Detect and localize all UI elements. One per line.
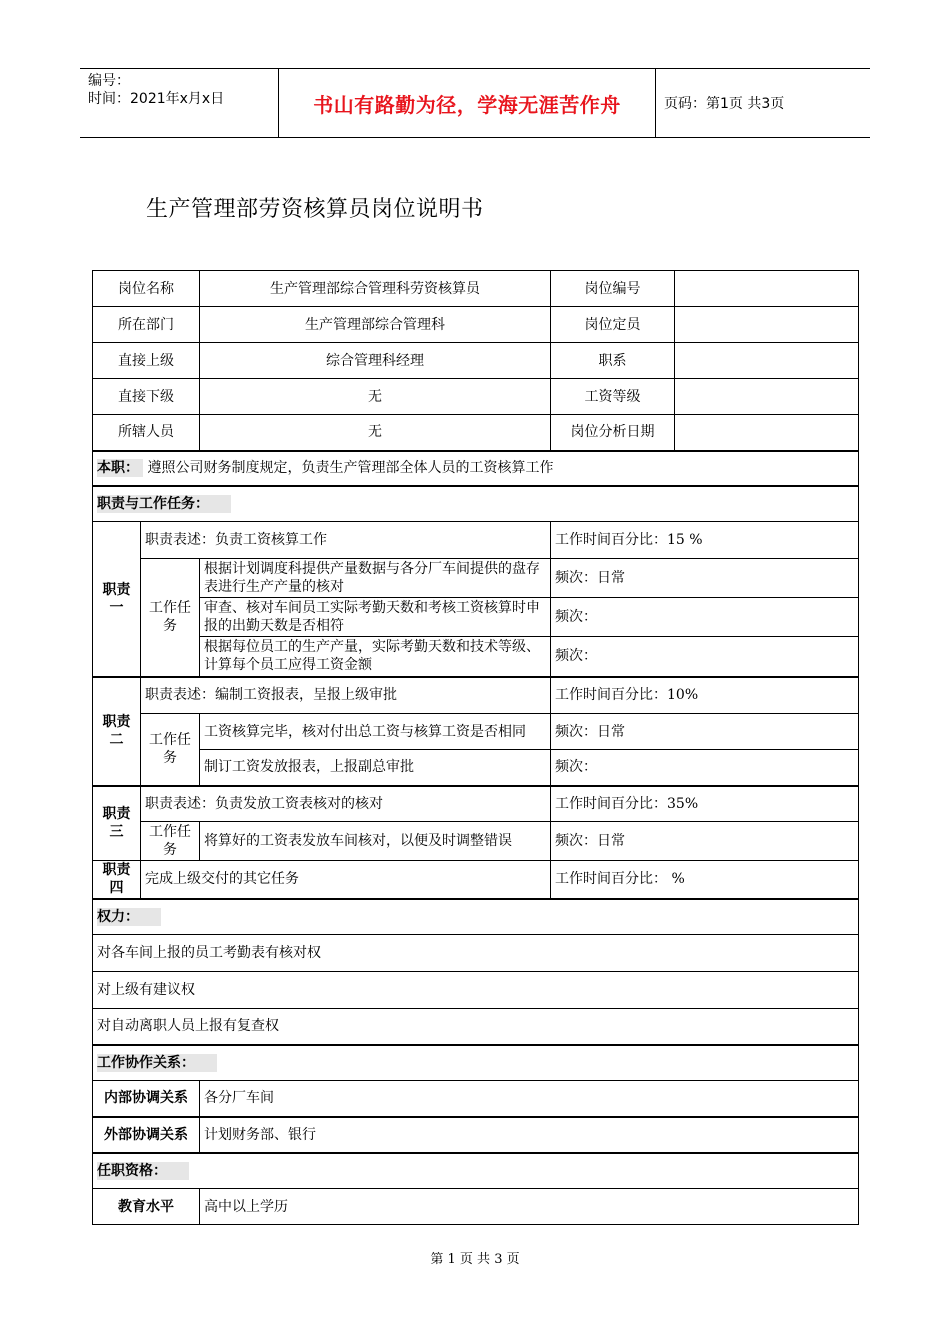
task-row xyxy=(93,637,859,677)
info-row xyxy=(93,379,859,415)
department-value: 生产管理部综合管理科 xyxy=(200,307,551,343)
responsibility-row xyxy=(93,786,859,822)
header-meta xyxy=(80,69,278,137)
position-code-label: 岗位编号 xyxy=(551,271,675,307)
responsibility-row xyxy=(93,861,859,899)
authority-item: 对自动离职人员上报有复查权 xyxy=(93,1009,859,1045)
staff-value: 无 xyxy=(200,415,551,451)
superior-value: 综合管理科经理 xyxy=(200,343,551,379)
responsibility-row xyxy=(93,677,859,714)
date-label: 时间：2021年x月x日 xyxy=(88,91,225,107)
info-row xyxy=(93,271,859,307)
job-family-value xyxy=(675,343,859,379)
headcount-label: 岗位定员 xyxy=(551,307,675,343)
duty-text: 遵照公司财务制度规定，负责生产管理部全体人员的工资核算工作 xyxy=(147,460,554,476)
relations-heading: 工作协作关系： xyxy=(97,1054,217,1072)
responsibility-2-time: 工作时间百分比：10% xyxy=(551,677,859,714)
header-page-info: 页码：第1页 共3页 xyxy=(664,96,785,112)
task-text: 审查、核对车间员工实际考勤天数和考核工资核算时申报的出勤天数是否相符 xyxy=(200,598,551,637)
analysis-date-label: 岗位分析日期 xyxy=(551,415,675,451)
info-row xyxy=(93,343,859,379)
internal-relations-label: 内部协调关系 xyxy=(93,1081,200,1117)
task-row xyxy=(93,714,859,750)
task-label: 工作任务 xyxy=(141,822,200,861)
responsibility-3-label: 职责三 xyxy=(93,786,141,861)
responsibilities-heading-row xyxy=(93,486,859,522)
internal-relations-value: 各分厂车间 xyxy=(200,1081,859,1117)
task-row xyxy=(93,598,859,637)
headcount-value xyxy=(675,307,859,343)
authority-row xyxy=(93,972,859,1009)
task-text: 根据每位员工的生产产量，实际考勤天数和技术等级、计算每个员工应得工资金额 xyxy=(200,637,551,677)
task-frequency: 频次：日常 xyxy=(551,822,859,861)
responsibility-1-description: 职责表述：负责工资核算工作 xyxy=(141,522,551,559)
authority-row xyxy=(93,935,859,972)
responsibility-3-time: 工作时间百分比：35% xyxy=(551,786,859,822)
responsibilities-heading: 职责与工作任务： xyxy=(97,495,231,513)
salary-grade-value xyxy=(675,379,859,415)
department-label: 所在部门 xyxy=(93,307,200,343)
external-relations-label: 外部协调关系 xyxy=(93,1117,200,1153)
document-header xyxy=(80,68,870,138)
subordinate-label: 直接下级 xyxy=(93,379,200,415)
task-text: 工资核算完毕，核对付出总工资与核算工资是否相同 xyxy=(200,714,551,750)
staff-label: 所辖人员 xyxy=(93,415,200,451)
qualifications-row xyxy=(93,1189,859,1225)
education-value: 高中以上学历 xyxy=(200,1189,859,1225)
info-row xyxy=(93,307,859,343)
qualifications-heading: 任职资格： xyxy=(97,1162,189,1180)
task-row xyxy=(93,559,859,598)
superior-label: 直接上级 xyxy=(93,343,200,379)
task-frequency: 频次： xyxy=(551,637,859,677)
external-relations-value: 计划财务部、银行 xyxy=(200,1117,859,1153)
header-motto: 书山有路勤为径，学海无涯苦作舟 xyxy=(278,69,656,137)
page-footer: 第 1 页 共 3 页 xyxy=(430,1252,520,1267)
responsibility-row xyxy=(93,522,859,559)
salary-grade-label: 工资等级 xyxy=(551,379,675,415)
task-label: 工作任务 xyxy=(141,714,200,786)
qualifications-heading-row xyxy=(93,1153,859,1189)
analysis-date-value xyxy=(675,415,859,451)
info-row xyxy=(93,415,859,451)
relations-heading-row xyxy=(93,1045,859,1081)
responsibility-4-time: 工作时间百分比： % xyxy=(551,861,859,899)
position-code-value xyxy=(675,271,859,307)
duty-row xyxy=(93,451,859,486)
task-row xyxy=(93,750,859,786)
authority-row xyxy=(93,1009,859,1045)
authority-item: 对上级有建议权 xyxy=(93,972,859,1009)
authority-heading-row xyxy=(93,899,859,935)
position-name-label: 岗位名称 xyxy=(93,271,200,307)
responsibility-2-label: 职责二 xyxy=(93,677,141,786)
authority-heading: 权力： xyxy=(97,908,161,926)
relations-row xyxy=(93,1081,859,1117)
code-label: 编号： xyxy=(88,73,130,89)
document-title: 生产管理部劳资核算员岗位说明书 xyxy=(146,197,484,222)
task-text: 制订工资发放报表，上报副总审批 xyxy=(200,750,551,786)
task-frequency: 频次： xyxy=(551,750,859,786)
task-frequency: 频次：日常 xyxy=(551,559,859,598)
responsibility-2-description: 职责表述：编制工资报表，呈报上级审批 xyxy=(141,677,551,714)
position-name-value: 生产管理部综合管理科劳资核算员 xyxy=(200,271,551,307)
task-text: 将算好的工资表发放车间核对，以便及时调整错误 xyxy=(200,822,551,861)
responsibility-3-description: 职责表述：负责发放工资表核对的核对 xyxy=(141,786,551,822)
responsibility-4-description: 完成上级交付的其它任务 xyxy=(141,861,551,899)
duty-label: 本职： xyxy=(97,459,143,477)
task-label: 工作任务 xyxy=(141,559,200,677)
responsibility-1-label: 职责一 xyxy=(93,522,141,677)
job-description-table xyxy=(92,270,859,1225)
authority-item: 对各车间上报的员工考勤表有核对权 xyxy=(93,935,859,972)
job-family-label: 职系 xyxy=(551,343,675,379)
subordinate-value: 无 xyxy=(200,379,551,415)
task-frequency: 频次：日常 xyxy=(551,714,859,750)
task-row xyxy=(93,822,859,861)
relations-row xyxy=(93,1117,859,1153)
task-text: 根据计划调度科提供产量数据与各分厂车间提供的盘存表进行生产产量的核对 xyxy=(200,559,551,598)
responsibility-4-label: 职责四 xyxy=(93,861,141,899)
task-frequency: 频次： xyxy=(551,598,859,637)
responsibility-1-time: 工作时间百分比：15 % xyxy=(551,522,859,559)
education-label: 教育水平 xyxy=(93,1189,200,1225)
